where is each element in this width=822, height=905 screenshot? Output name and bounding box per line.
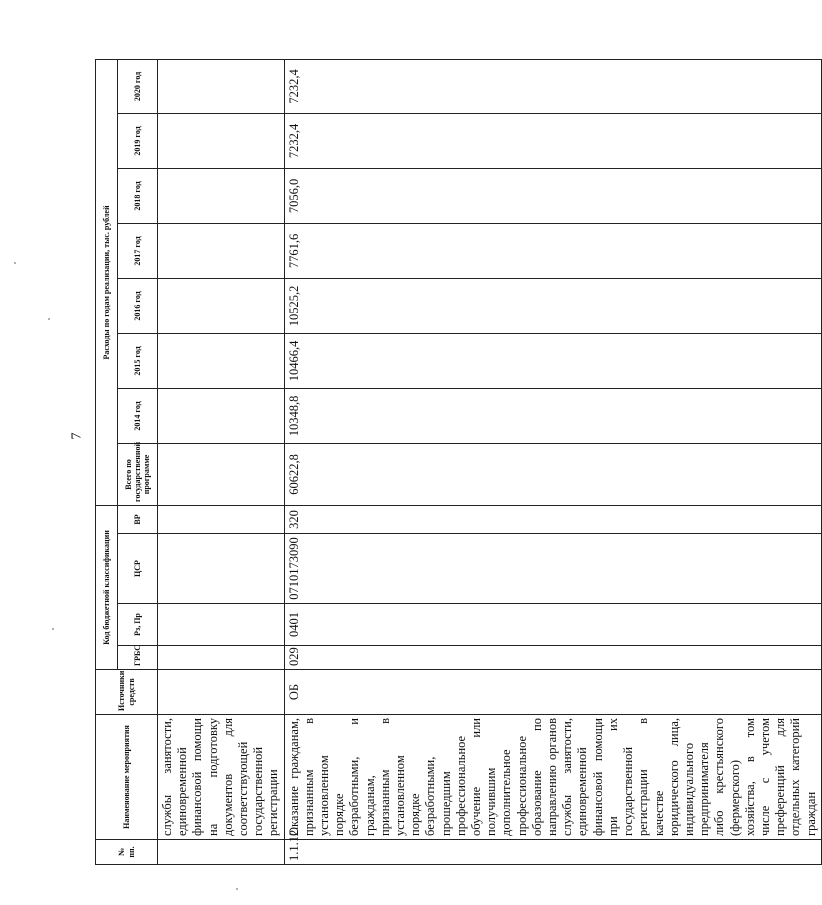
row-2020: [158, 59, 285, 113]
row-total: [158, 443, 285, 505]
row-2016: 10525,2: [284, 278, 821, 333]
header-expenses-group: Расходы по годам реализации, тыс. рублей: [96, 59, 118, 505]
header-year-2020: 2020 год: [118, 59, 158, 113]
header-year-2014: 2014 год: [118, 388, 158, 443]
row-name: службы занятости, единовременной финансовой помощи на подготовку документов для соответствующей государственной регистрации: [158, 715, 285, 840]
header-year-2016: 2016 год: [118, 278, 158, 333]
scan-speck: [14, 262, 16, 264]
header-year-2018: 2018 год: [118, 168, 158, 223]
header-total: Всего по государственной программе: [118, 443, 158, 505]
header-vr: ВР: [118, 505, 158, 533]
header-name: Наименование мероприятия: [96, 715, 158, 840]
rotated-table-container: [95, 60, 818, 865]
row-total: 60622,8: [284, 443, 821, 505]
row-name: Оказание гражданам, признанным в установленном порядке безработными, и гражданам, признанным в установленном порядке безработными, прошедшим профессиональное обучение или получившим дополнительное профессиональное образование по направлению органов службы занятости, единовременной финансовой помощи при их государственной регистрации в качестве юридического лица, индивидуального предпринимателя либо крестьянского (фермерского) хозяйства, в том числе с учетом преференций для отдельных категорий граждан: [284, 715, 821, 840]
row-vr: [158, 505, 285, 533]
row-2019: [158, 113, 285, 168]
row-2020: 7232,4: [284, 59, 821, 113]
header-num: № пп.: [96, 840, 158, 865]
row-source: [158, 670, 285, 715]
row-2014: 10348,8: [284, 388, 821, 443]
header-source: Источники средств: [96, 670, 158, 715]
row-2018: 7056,0: [284, 168, 821, 223]
row-2018: [158, 168, 285, 223]
row-2015: [158, 333, 285, 388]
page-number: 7: [69, 432, 85, 440]
row-grbs: [158, 646, 285, 670]
row-csr: [158, 534, 285, 604]
row-num: [158, 840, 285, 865]
row-source: ОБ: [284, 670, 821, 715]
expenses-table: [95, 59, 822, 865]
row-grbs: 029: [284, 646, 821, 670]
scan-speck: [48, 318, 50, 320]
header-year-2017: 2017 год: [118, 223, 158, 278]
scan-speck: [236, 888, 238, 890]
row-2014: [158, 388, 285, 443]
row-csr: 0710173090: [284, 534, 821, 604]
header-budget-code-group: Код бюджетной классификации: [96, 505, 118, 669]
header-year-2015: 2015 год: [118, 333, 158, 388]
header-rz-pr: Рз, Пр: [118, 604, 158, 646]
header-year-2019: 2019 год: [118, 113, 158, 168]
row-2017: 7761,6: [284, 223, 821, 278]
row-2019: 7232,4: [284, 113, 821, 168]
row-vr: 320: [284, 505, 821, 533]
row-rz-pr: [158, 604, 285, 646]
header-csr: ЦСР: [118, 534, 158, 604]
row-num: 1.1.12.: [284, 840, 821, 865]
row-rz-pr: 0401: [284, 604, 821, 646]
table-row: [284, 59, 821, 864]
row-2015: 10466,4: [284, 333, 821, 388]
scan-speck: [52, 628, 54, 630]
header-grbs: ГРБС: [118, 646, 158, 670]
row-2017: [158, 223, 285, 278]
table-row: [158, 59, 285, 864]
row-2016: [158, 278, 285, 333]
